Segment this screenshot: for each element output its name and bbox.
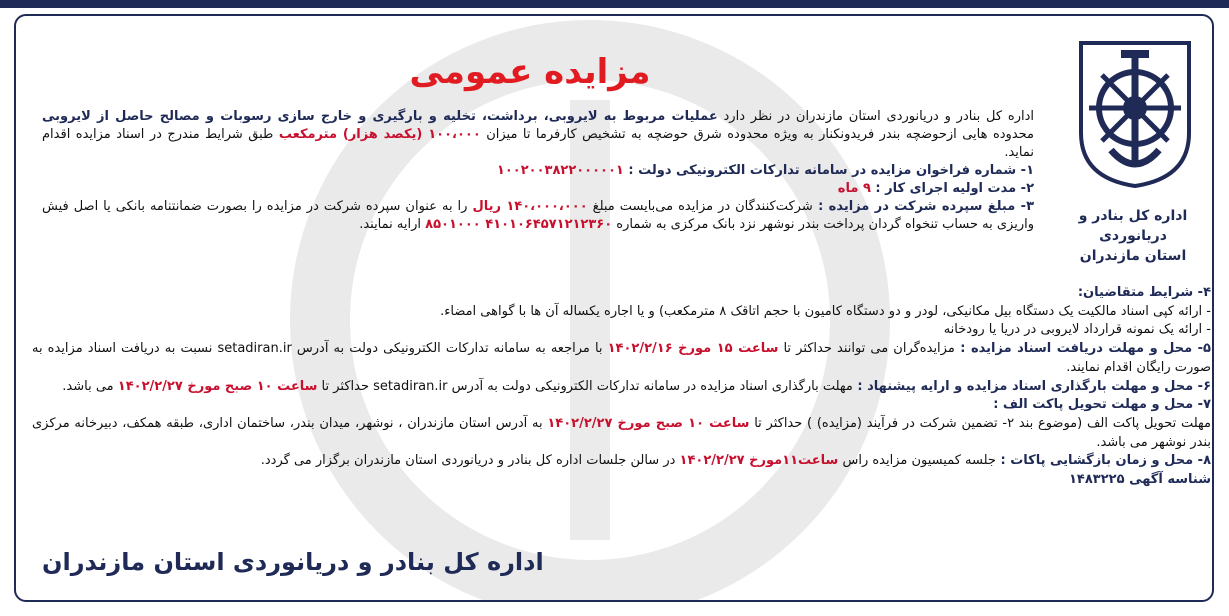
item4-line2: - ارائه یک نمونه قرارداد لایروبی در دریا یا رودخانه <box>943 322 1211 338</box>
top-border <box>0 0 1229 8</box>
item1 <box>42 162 1034 180</box>
item6-text1: مهلت بارگذاری اسناد مزایده در سامانه تدارکات الکترونیکی دولت به آدرس setadiran.ir حداکثر تا <box>317 378 853 394</box>
item3-label: ۳- مبلغ سپرده شرکت در مزایده : <box>812 199 1034 214</box>
item3 <box>42 198 1034 234</box>
intro-subject: عملیات مربوط به لایروبی، برداشت، تخلیه و بارگیری و خارج سازی رسوبات و مصالح حاصل از لایروبی <box>42 109 718 124</box>
page-title: مزایده عمومی <box>409 52 651 92</box>
item3-amount: ۱۴۰،۰۰۰،۰۰۰ ریال <box>472 199 588 214</box>
item2 <box>42 180 1034 198</box>
item7-text1: مهلت تحویل پاکت الف (موضوع بند ۲- تضمین شرکت در فرآیند (مزایده) ) حداکثر تا <box>749 415 1211 431</box>
item3-account: ۴۱۰۱۰۶۴۵۷۱۲۱۲۳۶۰ ۸۵۰۱۰۰۰ <box>425 217 613 232</box>
logo-caption <box>1053 206 1213 266</box>
item4-label: ۴- شرایط متقاضیان: <box>1077 285 1211 300</box>
item6-deadline: ساعت ۱۰ صبح مورخ ۱۴۰۲/۲/۲۷ <box>117 378 318 394</box>
item6 <box>32 378 1211 397</box>
item7-text2: به آدرس استان مازندران ، نوشهر، میدان بندر، ساختمان اداری، طبقه همکف، دبیرخانه مرکزی بندر نوشهر می باشد. <box>32 415 1211 450</box>
item8-time: ساعت۱۱مورخ ۱۴۰۲/۲/۲۷ <box>679 453 839 469</box>
intro-part1: اداره کل بنادر و دریانوردی استان مازندران در نظر دارد <box>717 109 1034 124</box>
item1-value: ۱۰۰۲۰۰۳۸۲۲۰۰۰۰۰۱ <box>496 163 624 178</box>
ad-id <box>32 471 1211 490</box>
item8 <box>32 452 1211 471</box>
item3-text3: ارایه نمایند. <box>359 217 426 232</box>
item8-label: ۸- محل و زمان بازگشایی پاکات : <box>995 453 1211 469</box>
logo-caption-line2: استان مازندران <box>1079 248 1187 264</box>
item1-label: ۱- شماره فراخوان مزایده در سامانه تدارکات الکترونیکی دولت : <box>623 163 1034 178</box>
item3-text2: را به عنوان سپرده شرکت در مزایده را بصورت ضمانتنامه بانکی یا اصل فیش واریزی به حساب تنخواه گردان پرداخت بندر نوشهر نزد بانک مرکزی به شماره <box>42 199 1034 232</box>
ad-id-label: شناسه آگهی <box>1124 472 1211 488</box>
ports-organization-logo-icon <box>1071 38 1199 188</box>
item2-label: ۲- مدت اولیه اجرای کار : <box>870 181 1034 196</box>
conditions-section <box>32 284 1211 490</box>
item5-text1: مزایده‌گران می توانند حداکثر تا <box>778 341 955 357</box>
intro-volume: ۱۰۰،۰۰۰ (یکصد هزار) مترمکعب <box>278 127 481 142</box>
item5 <box>32 340 1211 377</box>
item3-text1: شرکت‌کنندگان در مزایده می‌بایست مبلغ <box>587 199 813 214</box>
intro-paragraph <box>42 108 1034 162</box>
item6-text2: می باشد. <box>62 378 118 394</box>
ad-id-value: ۱۴۸۳۲۲۵ <box>1069 472 1125 488</box>
item2-value: ۹ ماه <box>837 181 871 196</box>
item7 <box>32 415 1211 452</box>
item5-text2: با مراجعه به سامانه تدارکات الکترونیکی دولت به آدرس setadiran.ir نسبت به دریافت اسناد مزایده به صورت رایگان اقدام نمایند. <box>32 341 1211 375</box>
item8-text1: جلسه کمیسیون مزایده راس <box>838 453 996 469</box>
item7-label: ۷- محل و مهلت تحویل پاکت الف : <box>993 397 1211 413</box>
item7-deadline: ساعت ۱۰ صبح مورخ ۱۴۰۲/۲/۲۷ <box>547 415 750 431</box>
intro-section <box>42 108 1034 234</box>
item4-line1: - ارائه کپی اسناد مالکیت یک دستگاه بیل مکانیکی، لودر و دو دستگاه کامیون با حجم اتاقک ۸ مترمکعب) و یا اجاره یکساله آن ها با گواهی امضاء. <box>440 303 1211 319</box>
item6-label: ۶- محل و مهلت بارگذاری اسناد مزایده و ارایه پیشنهاد : <box>852 378 1211 394</box>
item5-deadline: ساعت ۱۵ مورخ ۱۴۰۲/۲/۱۶ <box>607 341 779 357</box>
intro-part2: محدوده هایی ازحوضچه بندر فریدونکنار به ویژه محدوده شرق حوضچه به تشخیص کارفرما تا میزان <box>480 127 1034 142</box>
intro-part3: طبق شرایط مندرج در اسناد مزایده اقدام نماید. <box>42 127 1034 160</box>
item8-text2: در سالن جلسات اداره کل بنادر و دریانوردی استان مازندران برگزار می گردد. <box>260 453 680 469</box>
item5-label: ۵- محل و مهلت دریافت اسناد مزایده : <box>954 341 1211 357</box>
footer-organization: اداره کل بنادر و دریانوردی استان مازندران <box>42 548 544 576</box>
logo-caption-line1: اداره کل بنادر و دریانوردی <box>1078 208 1188 244</box>
